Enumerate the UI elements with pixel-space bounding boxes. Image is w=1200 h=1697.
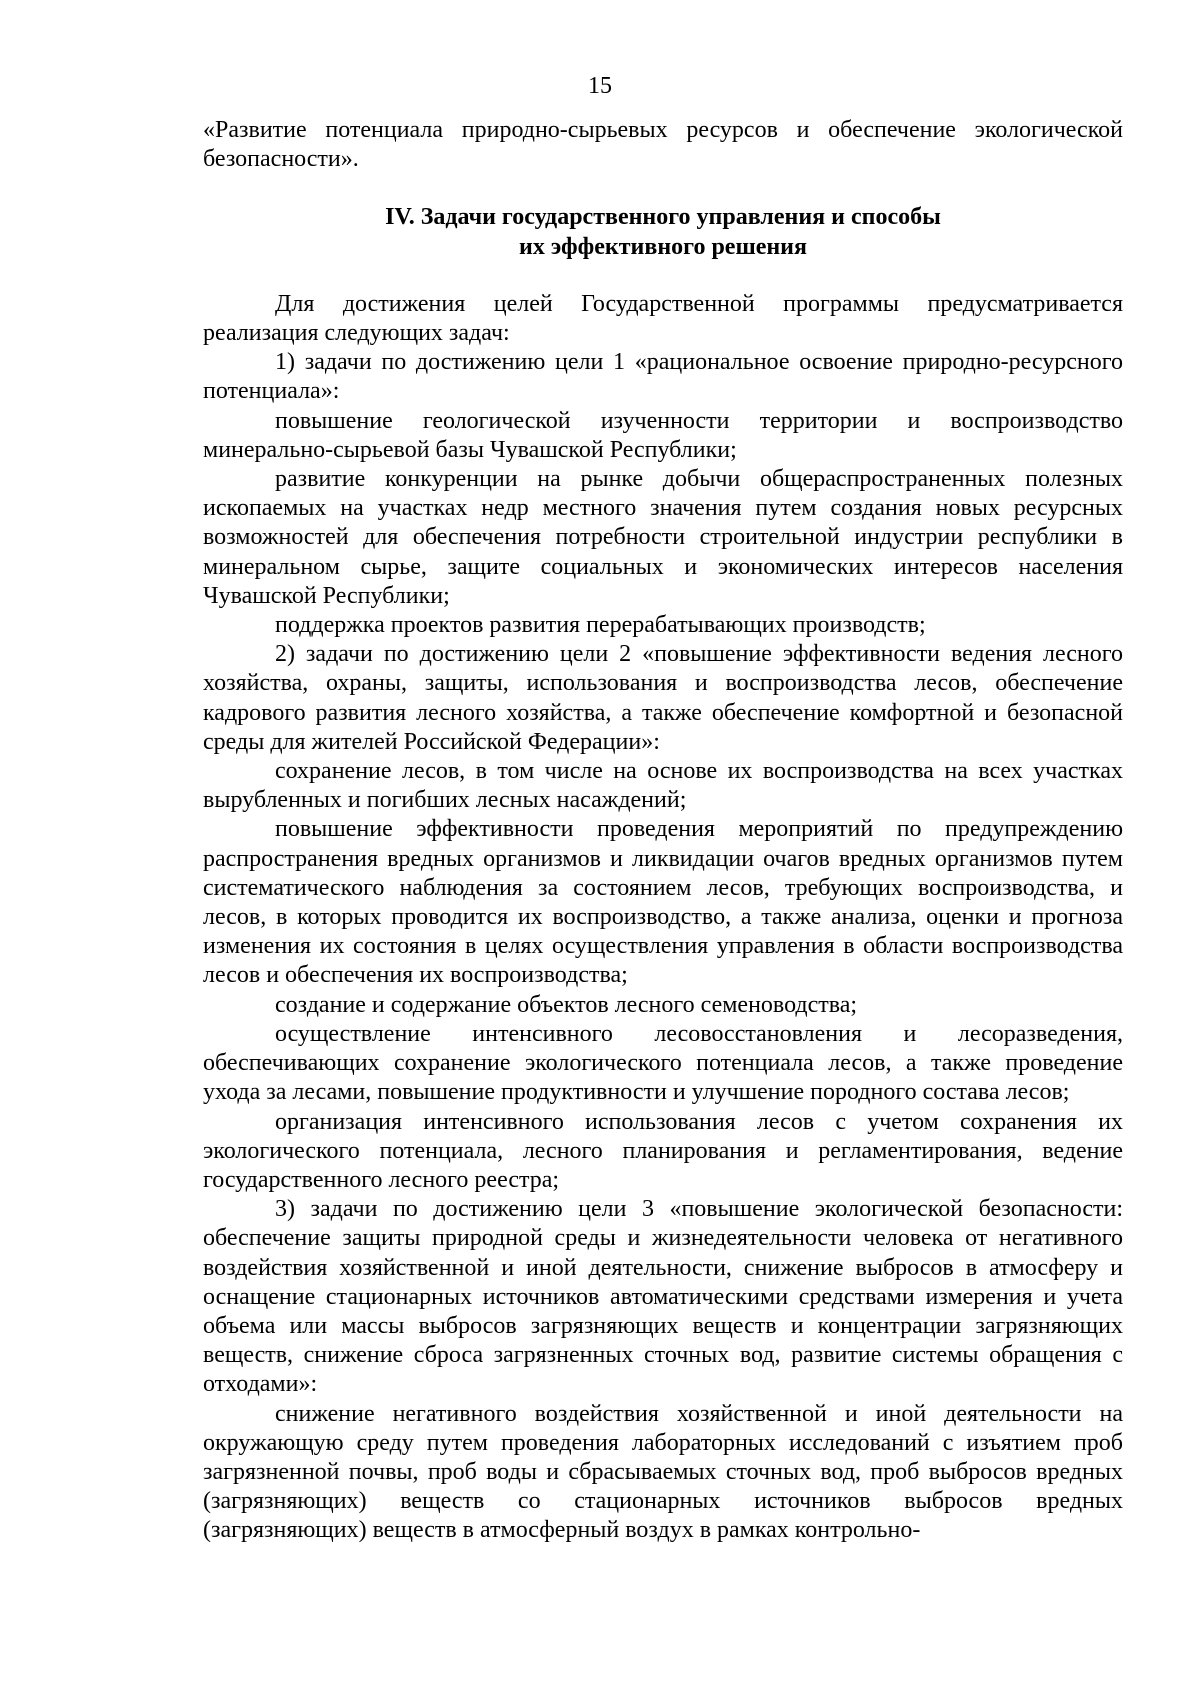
- paragraph: развитие конкуренции на рынке добычи общераспространенных полезных ископаемых на участках недр местного значения путем создания новых ресурсных возможностей для обеспечения потребности строительной индустрии республики в минеральном сырье, защите социальных и экономических интересов населения Чувашской Республики;: [203, 466, 1123, 609]
- paragraph: Для достижения целей Государственной программы предусматривается реализация следующих задач:: [203, 290, 1123, 347]
- section-heading-line-2: их эффективного решения: [518, 233, 807, 260]
- paragraph: 2) задачи по достижению цели 2 «повышение эффективности ведения лесного хозяйства, охраны, защиты, использования и воспроизводства лесов, обеспечение кадрового развития лесного хозяйства, а также обеспечение комфортной и безопасной среды для жителей Российской Федерации»:: [203, 641, 1123, 755]
- paragraph: снижение негативного воздействия хозяйственной и иной деятельности на окружающую среду путем проведения лабораторных исследований с изъятием проб загрязненной почвы, проб воды и сбрасываемых сточных вод, проб выбросов вредных (загрязняющих) веществ со стационарных источников выбросов вредных (загрязняющих) веществ в атмосферный воздух в рамках контрольно-: [203, 1400, 1123, 1544]
- paragraph: повышение геологической изученности территории и воспроизводство минерально-сырьевой базы Чувашской Республики;: [203, 407, 1123, 463]
- document-body: [203, 116, 1123, 1546]
- paragraph: 1) задачи по достижению цели 1 «рациональное освоение природно-ресурсного потенциала»:: [203, 349, 1123, 405]
- section-heading-line-1: IV. Задачи государственного управления и способы: [385, 204, 941, 231]
- paragraph: создание и содержание объектов лесного семеноводства;: [275, 991, 858, 1018]
- paragraph: повышение эффективности проведения мероприятий по предупреждению распространения вредных организмов и ликвидации очагов вредных организмов путем систематического наблюдения за состоянием лесов, требующих воспроизводства, и лесов, в которых проводится их воспроизводство, а также анализа, оценки и прогноза изменения их состояния в целях осуществления управления в области воспроизводства лесов и обеспечения их воспроизводства;: [203, 816, 1123, 989]
- page-number: 15: [588, 73, 612, 99]
- paragraph: сохранение лесов, в том числе на основе их воспроизводства на всех участках вырубленных и погибших лесных насаждений;: [203, 758, 1123, 814]
- paragraph: организация интенсивного использования лесов с учетом сохранения их экологического потенциала, лесного планирования и регламентирования, ведение государственного лесного реестра;: [203, 1108, 1123, 1193]
- paragraph: осуществление интенсивного лесовосстановления и лесоразведения, обеспечивающих сохранение экологического потенциала лесов, а также проведение ухода за лесами, повышение продуктивности и улучшение породного состава лесов;: [203, 1020, 1123, 1106]
- paragraph: 3) задачи по достижению цели 3 «повышение экологической безопасности: обеспечение защиты природной среды и жизнедеятельности человека от негативного воздействия хозяйственной и иной деятельности, снижение выбросов в атмосферу и оснащение стационарных источников автоматическими средствами измерения и учета объема или массы выбросов загрязняющих веществ и концентрации загрязняющих веществ, снижение сброса загрязненных сточных вод, развитие системы обращения с отходами»:: [203, 1196, 1123, 1398]
- intro-paragraph: «Развитие потенциала природно-сырьевых ресурсов и обеспечение экологической безопасности».: [203, 117, 1123, 173]
- paragraph: поддержка проектов развития перерабатывающих производств;: [275, 612, 926, 639]
- section-heading: [203, 203, 1123, 261]
